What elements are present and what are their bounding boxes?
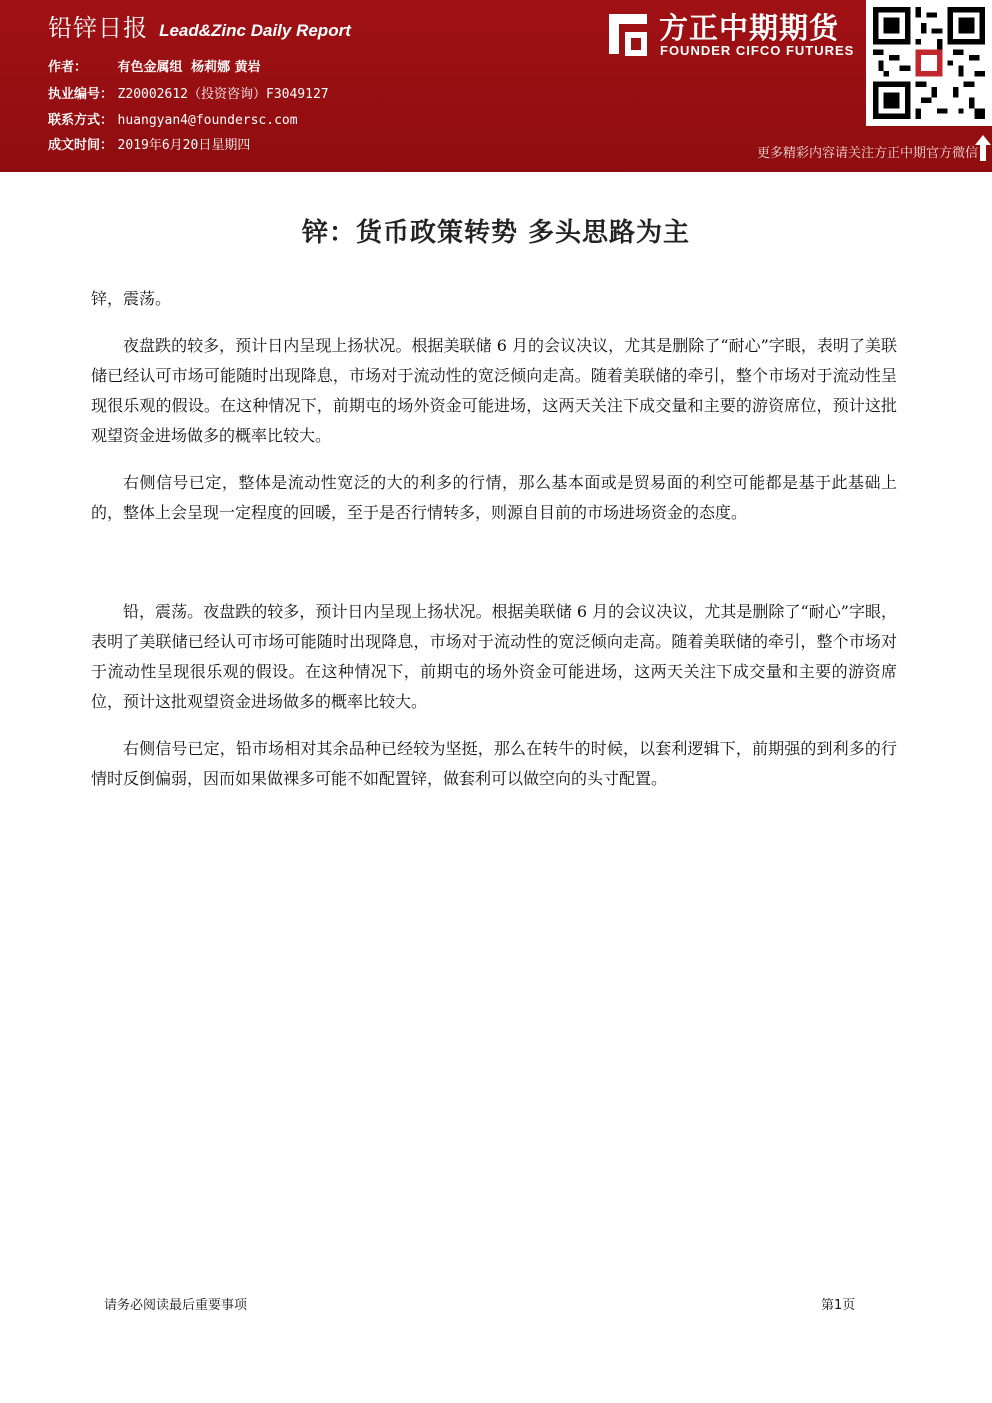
report-title-cn: 铅锌日报	[48, 14, 148, 42]
article-paragraph: 铅，震荡。夜盘跌的较多，预计日内呈现上扬状况。根据美联储 6 月的会议决议，尤其是删除了“耐心”字眼，表明了美联储已经认可市场可能随时出现降息，市场对于流动性的宽泛倾向走高。随着美联储的牵引，整个市场对于流动性呈现很乐观的假设。在这种情况下，前期屯的场外资金可能进场，这两天关注下成交量和主要的游资席位，预计这批观望资金进场做多的概率比较大。	[91, 602, 897, 711]
article-paragraph: 夜盘跌的较多，预计日内呈现上扬状况。根据美联储 6 月的会议决议，尤其是删除了“耐心”字眼，表明了美联储已经认可市场可能随时出现降息，市场对于流动性的宽泛倾向走高。随着美联储的牵引，整个市场对于流动性呈现很乐观的假设。在这种情况下，前期屯的场外资金可能进场，这两天关注下成交量和主要的游资席位，预计这批观望资金进场做多的概率比较大。	[91, 336, 897, 445]
footer-notice: 请务必阅读最后重要事项	[104, 1298, 248, 1313]
article-headline: 锌：货币政策转势 多头思路为主	[301, 218, 691, 248]
author-label: 作者：	[48, 60, 88, 75]
report-title	[48, 8, 351, 43]
section-spacer	[91, 545, 897, 597]
date-label: 成文时间：	[48, 138, 114, 153]
license-row	[48, 83, 329, 102]
contact-label: 联系方式：	[48, 113, 114, 128]
page-number: 第1页	[821, 1298, 856, 1313]
company-logo	[603, 6, 858, 62]
arrow-up-icon	[974, 134, 992, 162]
contact-email-link[interactable]: huangyan4@foundersc.com	[117, 113, 298, 128]
date-value: 2019年6月20日星期四	[117, 138, 251, 153]
author-row	[48, 56, 261, 75]
author-group: 有色金属组	[117, 60, 183, 75]
wechat-qr-code	[866, 0, 992, 126]
license-label: 执业编号：	[48, 87, 114, 102]
report-header	[0, 0, 992, 172]
article-paragraph: 右侧信号已定，整体是流动性宽泛的大的利多的行情，那么基本面或是贸易面的利空可能都是基于此基础上的，整体上会呈现一定程度的回暖，至于是否行情转多，则源自目前的市场进场资金的态度。	[91, 473, 897, 522]
founder-logo-icon	[603, 10, 653, 60]
report-title-en: Lead&Zinc Daily Report	[159, 21, 351, 40]
contact-row	[48, 109, 298, 128]
qr-code-icon	[873, 7, 985, 119]
wechat-follow-note: 更多精彩内容请关注方正中期官方微信	[756, 146, 978, 161]
author-names: 杨莉娜 黄岩	[191, 60, 261, 75]
zinc-summary: 锌，震荡。	[91, 289, 172, 308]
license-value: Z20002612（投资咨询）F3049127	[117, 87, 329, 102]
article-body	[91, 284, 897, 811]
article-paragraph: 右侧信号已定，铅市场相对其余品种已经较为坚挺，那么在转牛的时候，以套利逻辑下，前期强的到利多的行情时反倒偏弱，因而如果做裸多可能不如配置锌，做套利可以做空向的头寸配置。	[91, 739, 897, 788]
logo-text-en: FOUNDER CIFCO FUTURES	[660, 43, 855, 58]
logo-text-cn: 方正中期期货	[659, 11, 840, 45]
